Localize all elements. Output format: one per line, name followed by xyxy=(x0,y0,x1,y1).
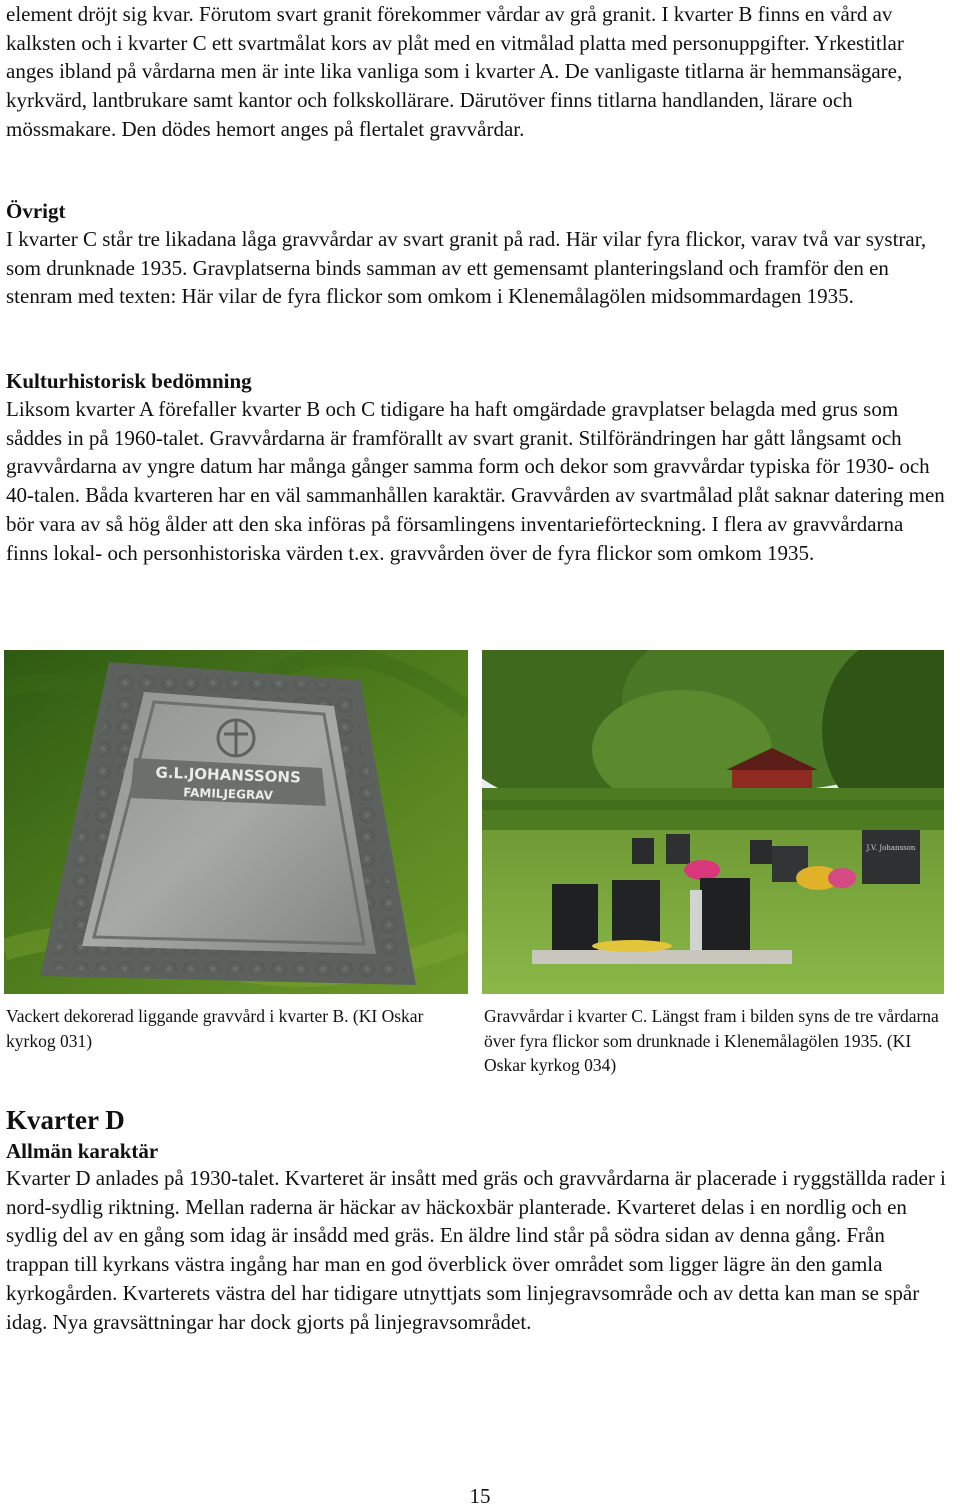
grave-slab-image xyxy=(4,650,468,994)
kvarter-d-paragraph: Kvarter D anlades på 1930-talet. Kvarteret är insått med gräs och gravvårdarna är placerade i ryggställda rader i nord-sydlig riktning. Mellan raderna är häckar av häckoxbär planterade. Kvarteret delas i en nordlig och en sydlig del av en gång som idag är insådd med gräs. En äldre lind står på södra sidan av denna gång. Från trappan till kyrkans västra ingång har man en god överblick över området som ligger lägre än den gamla kyrkogården. Kvarterets västra del har tidigare utnyttjats som linjegravsområde och av detta kan man se spår idag. Nya gravsättningar har dock gjorts på linjegravsområdet. xyxy=(6,1166,946,1334)
page-number: 15 xyxy=(469,1484,491,1508)
kvarter-d-title: Kvarter D xyxy=(6,1105,125,1135)
slab-inscription-name: G.L.JOHANSSONS xyxy=(155,763,302,787)
ovrigt-paragraph: I kvarter C står tre likadana låga gravvårdar av svart granit på rad. Här vilar fyra flickor, varav två var systrar, som drunknade 1935. Gravplatserna binds samman av ett gemensamt planteringsland och framför den en stenram med texten: Här vilar de fyra flickor som omkom i Klenemålagölen midsommardagen 1935. xyxy=(6,227,927,309)
intro-paragraph: element dröjt sig kvar. Förutom svart granit förekommer vårdar av grå granit. I kvarter B finns en vård av kalksten och i kvarter C ett svartmålat kors av plåt med en vitmålad platta med personuppgifter. Yrkestitlar anges ibland på vårdarna men är inte lika vanliga som i kvarter A. De vanligaste titlarna är hemmansägare, kyrkvärd, lantbrukare samt kantor och folkskollärare. Därutöver finns titlarna handlanden, lärare och mössmakare. Den dödes hemort anges på flertalet gravvårdar. xyxy=(6,2,904,141)
kultur-paragraph: Liksom kvarter A förefaller kvarter B och C tidigare ha haft omgärdade gravplatser belagda med grus som såddes in på 1960-talet. Gravvårdarna är framförallt av svart granit. Stilförändringen har gått långsamt och gravvårdarna av yngre datum har många gånger samma form och dekor som gravvårdar typiska för 1930- och 40-talen. Båda kvarteren har en väl sammanhållen karaktär. Gravvården av svartmålad plåt saknar datering men bör vara av så hög ålder att den ska införas på församlingens inventarieförteckning. I flera av gravvårdarna finns lokal- och personhistoriska värden t.ex. gravvården över de fyra flickor som omkom 1935. xyxy=(6,397,945,565)
headstone-plaque xyxy=(862,830,920,884)
kultur-heading: Kulturhistorisk bedömning xyxy=(6,369,252,393)
grave-slab-photo xyxy=(4,650,468,994)
kvarter-d-subheading: Allmän karaktär xyxy=(6,1139,159,1163)
photo-1-caption: Vackert dekorerad liggande gravvård i kvarter B. (KI Oskar kyrkog 031) xyxy=(6,1006,424,1051)
cemetery-image xyxy=(482,650,944,994)
headstone-plaque-text: J.V. Johansson xyxy=(866,844,916,852)
cemetery-photo xyxy=(482,650,944,994)
photo-2-caption: Gravvårdar i kvarter C. Längst fram i bilden syns de tre vårdarna över fyra flickor som drunknade i Klenemålagölen 1935. (KI Oskar kyrkog 034) xyxy=(484,1006,939,1075)
slab-inscription-family: FAMILJEGRAV xyxy=(183,785,274,803)
ovrigt-heading: Övrigt xyxy=(6,199,66,223)
